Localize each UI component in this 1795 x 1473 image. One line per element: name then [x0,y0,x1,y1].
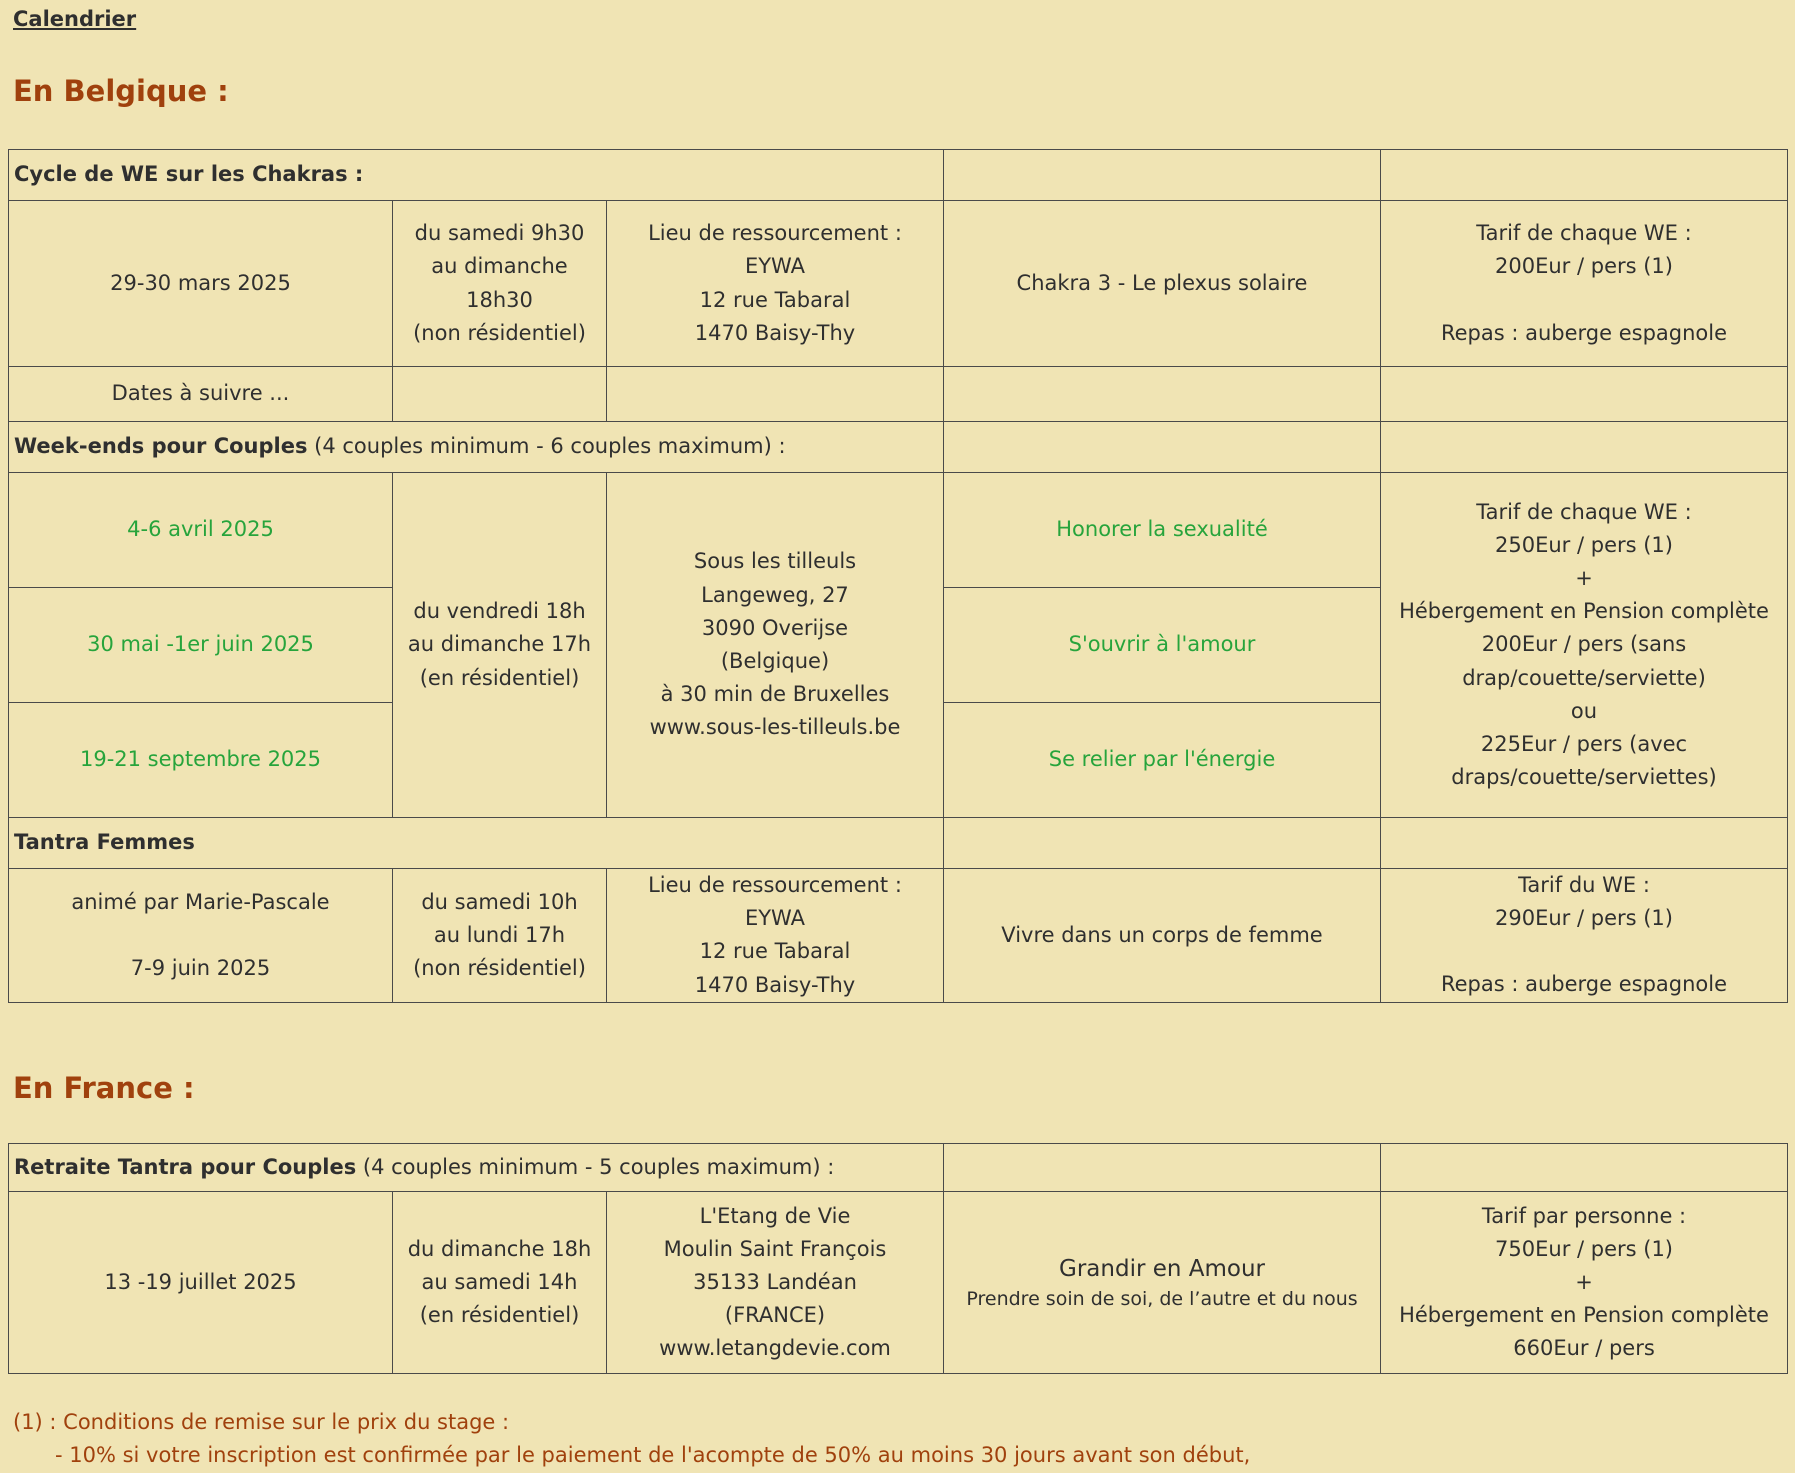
schedule-line: (non résidentiel) [413,320,586,345]
footnote-heading: (1) : Conditions de remise sur le prix du stage : [13,1410,510,1434]
location-line: Sous les tilleuls [693,549,857,574]
location-line: Lieu de ressourcement : [648,221,902,246]
chakras-event-schedule [393,201,607,367]
couples-location [607,473,944,818]
couples-date: 19-21 septembre 2025 [9,703,393,818]
retreat-schedule [393,1192,607,1374]
empty-cell [393,367,607,422]
price-line: 750Eur / pers (1) [1495,1236,1673,1261]
table-row [9,150,1788,201]
table-row [9,869,1788,1003]
couples-schedule [393,473,607,818]
france-section-title: En France : [13,1071,195,1105]
price-line: 290Eur / pers (1) [1495,906,1673,931]
belgium-section-title: En Belgique : [13,74,229,108]
france-calendar-table [8,1143,1788,1374]
table-row [9,422,1788,473]
price-line: Repas : auberge espagnole [1440,320,1728,345]
location-line: à 30 min de Bruxelles [660,682,890,707]
schedule-line: au samedi 14h [421,1269,578,1294]
couples-theme: Honorer la sexualité [944,473,1381,588]
footnote-condition: - 10% si votre inscription est confirmée par le paiement de l'acompte de 50% au moins 30 jours avant son début, [55,1443,1251,1468]
empty-cell [1381,367,1788,422]
belgium-calendar-table [8,149,1788,1003]
retreat-theme-subtitle: Prendre soin de soi, de l’autre et du nous [966,1287,1358,1310]
price-line: 200Eur / pers (sans [1481,632,1687,657]
price-line: Tarif de chaque WE : [1476,221,1692,246]
price-line: 200Eur / pers (1) [1495,254,1673,279]
couples-header-details: (4 couples minimum - 6 couples maximum) : [307,434,786,459]
empty-cell [607,367,944,422]
price-line: draps/couette/serviettes) [1451,765,1717,790]
table-row [9,473,1788,588]
schedule-line: (en résidentiel) [419,1303,580,1328]
couples-price [1381,473,1788,818]
table-row [9,367,1788,422]
empty-cell [944,818,1381,869]
price-line: + [1575,566,1593,591]
price-line: Hébergement en Pension complète [1399,1303,1769,1328]
location-line: EYWA [744,906,806,931]
empty-cell [1381,150,1788,201]
price-line: 250Eur / pers (1) [1495,532,1673,557]
location-line: 35133 Landéan [693,1269,857,1294]
retreat-header-details: (4 couples minimum - 5 couples maximum) : [356,1154,835,1179]
retreat-theme [944,1192,1381,1374]
women-location [607,869,944,1003]
empty-cell [1381,1144,1788,1192]
women-price [1381,869,1788,1003]
price-line [1384,935,1784,968]
couples-theme: Se relier par l'énergie [944,703,1381,818]
empty-cell [944,150,1381,201]
price-line: 225Eur / pers (avec [1480,731,1688,756]
table-row [9,1192,1788,1374]
table-row [9,1144,1788,1192]
location-line: L'Etang de Vie [699,1203,851,1228]
location-line: 3090 Overijse [701,615,849,640]
dates-followup: Dates à suivre ... [9,367,393,422]
location-line: EYWA [744,254,806,279]
empty-cell [1381,422,1788,473]
chakras-event-price [1381,201,1788,367]
retreat-date: 13 -19 juillet 2025 [9,1192,393,1374]
price-line: Repas : auberge espagnole [1440,972,1728,997]
retreat-theme-title: Grandir en Amour [1059,1255,1266,1282]
retreat-header-title: Retraite Tantra pour Couples [14,1154,357,1179]
location-line: Langeweg, 27 [701,582,849,607]
location-line: Lieu de ressourcement : [648,873,902,897]
location-line: 1470 Baisy-Thy [694,320,856,345]
price-line: Hébergement en Pension complète [1399,599,1769,624]
price-line: 660Eur / pers [1513,1336,1655,1361]
location-line: Moulin Saint François [663,1236,887,1261]
location-line: (Belgique) [720,649,830,673]
empty-cell [944,1144,1381,1192]
calendar-link[interactable]: Calendrier [13,7,137,31]
empty-cell [944,367,1381,422]
location-line: 1470 Baisy-Thy [694,972,856,997]
chakras-event-location [607,201,944,367]
schedule-line: au dimanche 18h30 [431,254,568,312]
empty-cell [1381,818,1788,869]
price-line: Tarif du WE : [1518,873,1650,898]
empty-cell [944,422,1381,473]
retreat-header [9,1144,944,1192]
schedule-line: du vendredi 18h [413,599,586,624]
schedule-line: (non résidentiel) [413,955,586,980]
schedule-line: au lundi 17h [433,922,566,947]
discount-footnote [13,1406,1250,1472]
couples-date: 30 mai -1er juin 2025 [9,588,393,703]
women-theme: Vivre dans un corps de femme [944,869,1381,1003]
schedule-line: du samedi 9h30 [414,221,585,246]
table-row [9,201,1788,367]
price-line: ou [1570,698,1598,723]
location-website: www.letangdevie.com [659,1336,891,1361]
schedule-line: au dimanche 17h [407,632,592,657]
chakras-event-theme: Chakra 3 - Le plexus solaire [944,201,1381,367]
couples-theme: S'ouvrir à l'amour [944,588,1381,703]
location-line: 12 rue Tabaral [699,939,851,964]
couples-date: 4-6 avril 2025 [9,473,393,588]
price-line: Tarif par personne : [1481,1203,1687,1228]
chakras-header: Cycle de WE sur les Chakras : [9,150,944,201]
location-website: www.sous-les-tilleuls.be [649,715,901,740]
women-schedule [393,869,607,1003]
women-animator: animé par Marie-Pascale [71,889,330,914]
women-date: 7-9 juin 2025 [130,955,271,980]
price-line: + [1575,1269,1593,1294]
women-event-info [9,869,393,1003]
price-line: drap/couette/serviette) [1462,665,1706,690]
location-line: (FRANCE) [724,1303,826,1328]
location-line: 12 rue Tabaral [699,287,851,312]
price-line [1384,284,1784,317]
retreat-location [607,1192,944,1374]
schedule-line: du dimanche 18h [407,1236,592,1261]
couples-header-title: Week-ends pour Couples [14,434,308,459]
spacer [12,919,389,952]
women-header: Tantra Femmes [9,818,944,869]
price-line: Tarif de chaque WE : [1476,499,1692,524]
retreat-price [1381,1192,1788,1374]
table-row [9,818,1788,869]
chakras-event-date: 29-30 mars 2025 [9,201,393,367]
schedule-line: (en résidentiel) [419,665,580,690]
schedule-line: du samedi 10h [421,889,578,914]
couples-header [9,422,944,473]
